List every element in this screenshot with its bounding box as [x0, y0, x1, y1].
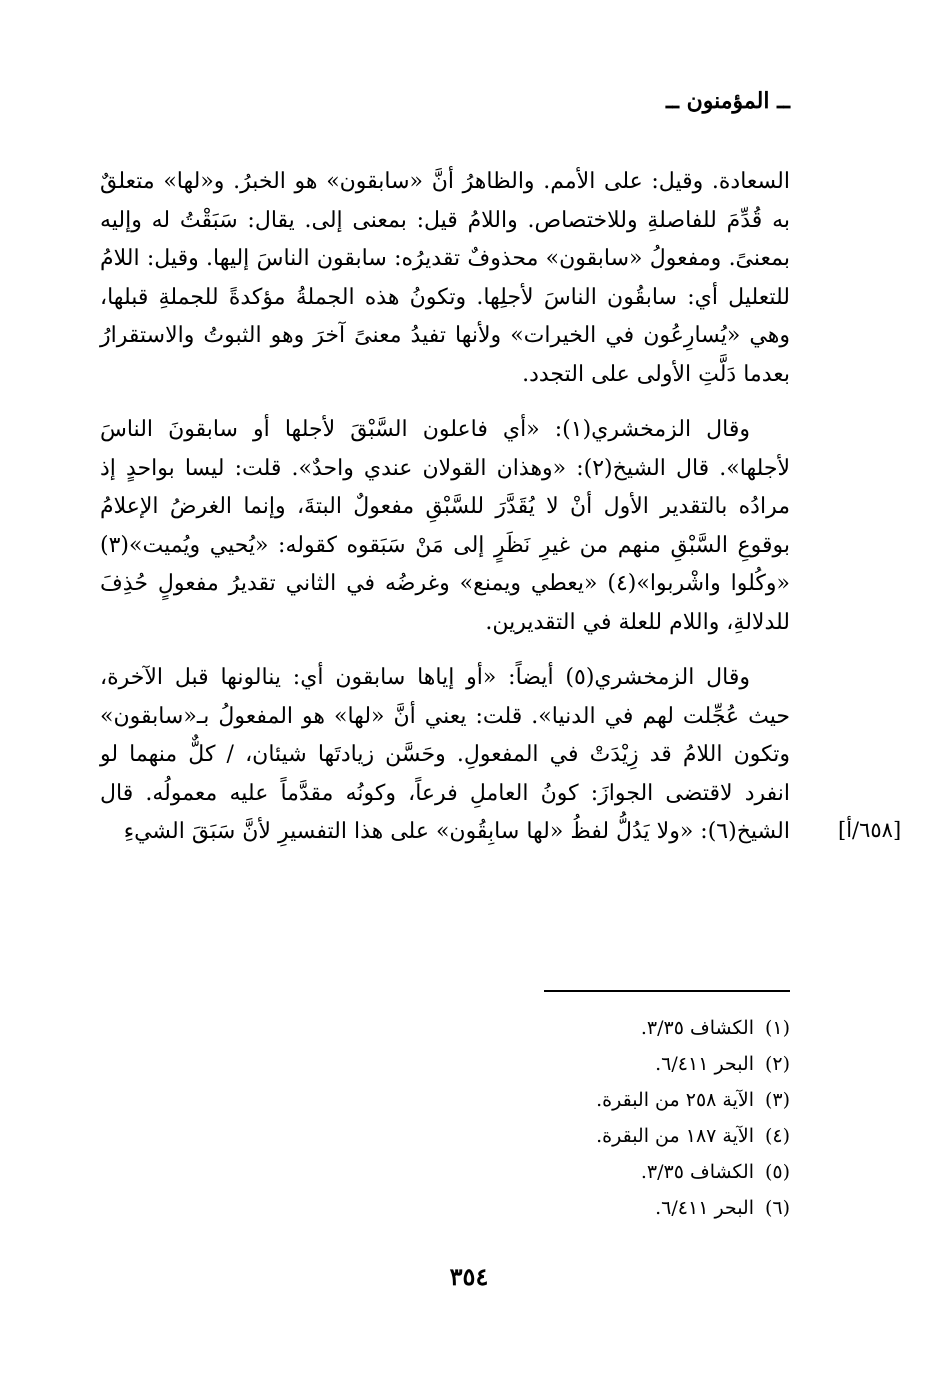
running-header: ــ المؤمنون ــ: [666, 88, 790, 114]
footnote-number: (٥): [764, 1161, 790, 1183]
footnote-item: [290, 1082, 790, 1118]
manuscript-folio-marker: [٦٥٨/أ]: [838, 818, 902, 842]
footnote-text: الآية ٢٥٨ من البقرة.: [596, 1089, 754, 1111]
footnote-text: الكشاف ٣/٣٥.: [640, 1017, 754, 1039]
footnote-text: البحر ٦/٤١١.: [655, 1053, 754, 1075]
paragraph-1: السعادة. وقيل: على الأمم. والظاهرُ أنَّ «سابقون» هو الخبرُ. و«لها» متعلقٌ به قُدِّمَ للفاصلةِ وللاختصاص. واللامُ قيل: بمعنى إلى. يقال: سَبَقْتُ له وإليه بمعنىً. ومفعولُ «سابقون» محذوفٌ تقديرُه: سابقون الناسَ إليها. وقيل: اللامُ للتعليل أي: سابقُون الناسَ لأجلِها. وتكونُ هذه الجملةُ مؤكدةً للجملةِ قبلها، وهي «يُسارِعُون في الخيرات» ولأنها تفيدُ معنىً آخرَ وهو الثبوتُ والاستقرارُ بعدما دَلَّتِ الأولى على التجدد.: [100, 169, 790, 387]
main-text: [100, 163, 790, 869]
paragraph-2: وقال الزمخشري(١): «أي فاعلون السَّبْقَ لأجلها أو سابقونَ الناسَ لأجلها». قال الشيخ(٢): «وهذان القولان عندي واحدٌ». قلت: ليسا بواحدٍ إذ مرادُه بالتقدير الأول أنْ لا يُقَدَّرَ للسَّبْقِ مفعولٌ البتةَ، وإنما الغرضُ الإعلامُ بوقوعِ السَّبْقِ منهم من غيرِ نَظَرٍ إلى مَنْ سَبَقوه كقوله: «يُحيي ويُميت»(٣) «وكُلوا واشْربوا»(٤) «يعطي ويمنع» وغرضُه في الثاني تقديرُ مفعولٍ حُذِفَ للدلالةِ، واللام للعلة في التقديرين.: [100, 417, 791, 635]
footnote-item: [290, 1190, 790, 1226]
footnote-number: (١): [764, 1017, 790, 1039]
footnote-number: (٦): [764, 1197, 790, 1219]
page-number: ٣٥٤: [449, 1262, 489, 1291]
footnote-item: [290, 1118, 790, 1154]
footnote-divider: [544, 990, 790, 992]
footnote-number: (٤): [764, 1125, 790, 1147]
paragraph-3: وقال الزمخشري(٥) أيضاً: «أو إياها سابقون أي: ينالونها قبل الآخرة، حيث عُجِّلت لهم في الدنيا». قلت: يعني أنَّ «لها» هو المفعولُ بـ«سابقون» وتكون اللامُ قد زِيْدَتْ في المفعولِ. وحَسَّن زيادتَها شيئان، / كلٌّ منهما لو انفرد لاقتضى الجوازَ: كونُ العاملِ فرعاً، وكونُه مقدَّماً عليه معمولُه. قال الشيخ(٦): «ولا يَدُلُّ لفظُ «لها سابِقُون» على هذا التفسيرِ لأنَّ سَبَقَ الشيءِ: [100, 665, 790, 844]
footnote-item: [290, 1046, 790, 1082]
footnote-item: [290, 1010, 790, 1046]
footnote-text: البحر ٦/٤١١.: [655, 1197, 754, 1219]
footnote-item: [290, 1154, 790, 1190]
footnote-text: الآية ١٨٧ من البقرة.: [596, 1125, 754, 1147]
footnote-number: (٢): [764, 1053, 790, 1075]
footnotes-list: [290, 1010, 790, 1226]
footnote-number: (٣): [764, 1089, 790, 1111]
footnote-text: الكشاف ٣/٣٥.: [640, 1161, 754, 1183]
